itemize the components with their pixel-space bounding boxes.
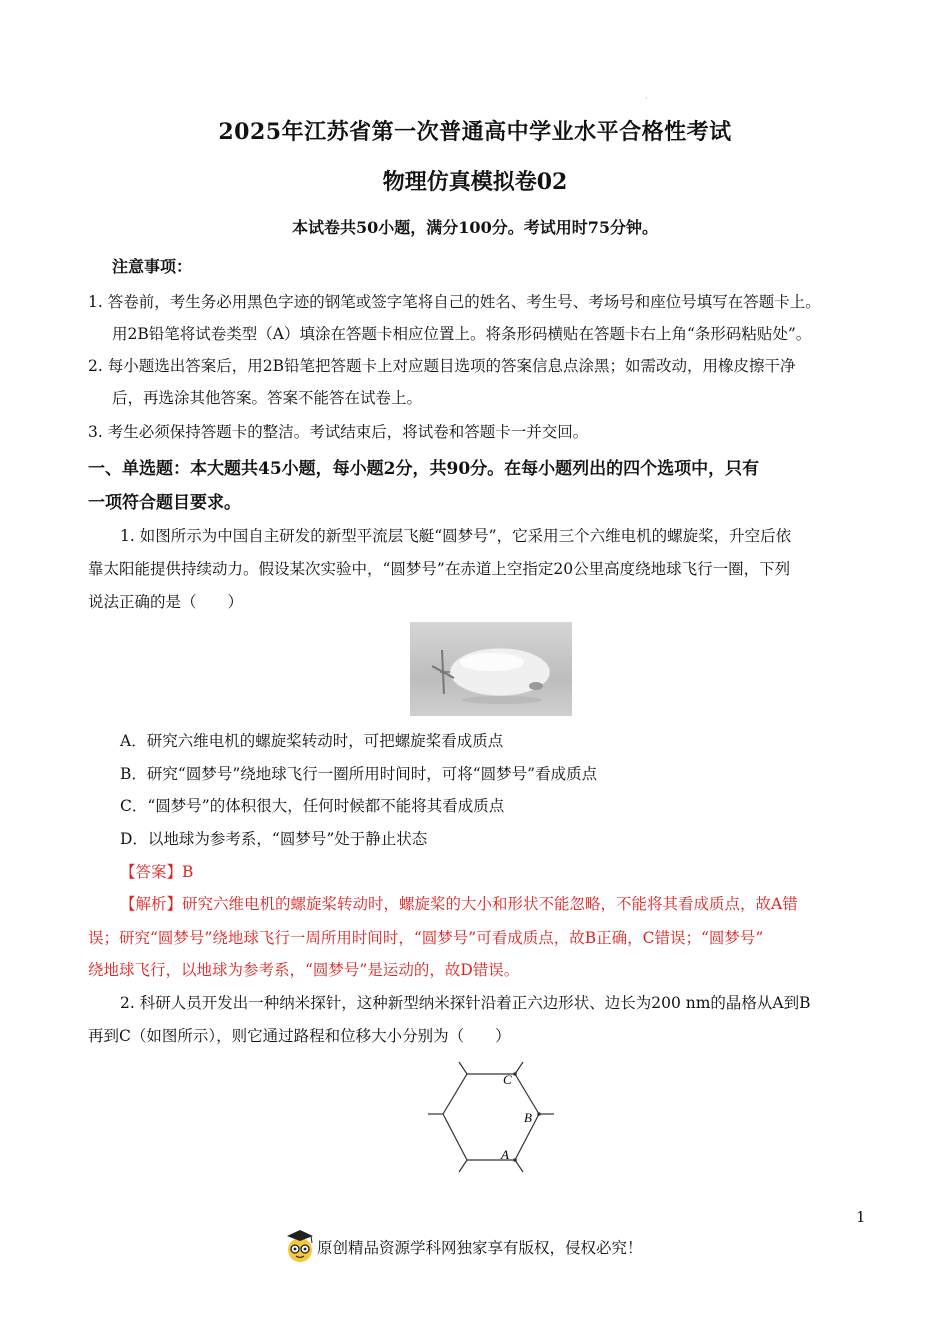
analysis-text-1: 研究六维电机的螺旋桨转动时，螺旋桨的大小和形状不能忽略，不能将其看成质点，故A错 [182, 895, 798, 913]
q1-option-a: A．研究六维电机的螺旋桨转动时，可把螺旋桨看成质点 [120, 732, 504, 750]
q1-option-b: B．研究“圆梦号”绕地球飞行一圈所用时间时，可将“圆梦号”看成质点 [120, 765, 598, 783]
answer-label: 【答案】 [120, 863, 183, 881]
label-b: B [524, 1110, 532, 1125]
copyright-text: 原创精品资源学科网独家享有版权，侵权必究！ [317, 1239, 643, 1257]
notes-heading: 注意事项： [112, 257, 193, 276]
note-2-line-2: 后，再选涂其他答案。答案不能答在试卷上。 [112, 389, 423, 407]
exam-info: 本试卷共50小题，满分100分。考试用时75分钟。 [292, 218, 658, 237]
q1-answer [120, 860, 193, 882]
q1-stem-line-2: 靠太阳能提供持续动力。假设某次实验中，“圆梦号”在赤道上空指定20公里高度绕地球飞行一圈，下列 [88, 560, 791, 578]
note-1-line-1: 1. 答卷前，考生务必用黑色字迹的钢笔或签字笔将自己的姓名、考生号、考场号和座位号填写在答题卡上。 [88, 293, 821, 311]
q1-stem-line-3: 说法正确的是（ ） [88, 593, 244, 611]
q1-stem-line-1: 1. 如图所示为中国自主研发的新型平流层飞艇“圆梦号”，它采用三个六维电机的螺旋桨，升空后依 [120, 527, 792, 545]
page-number: 1 [856, 1208, 866, 1226]
page-subtitle: 物理仿真模拟卷02 [382, 169, 568, 195]
q2-stem-line-1: 2. 科研人员开发出一种纳米探针，这种新型纳米探针沿着正六边形状、边长为200 nm的晶格从A到B [120, 994, 811, 1012]
label-c: C [503, 1072, 512, 1087]
mascot-icon [285, 1228, 317, 1264]
analysis-label: 【解析】 [120, 895, 183, 913]
note-1-line-2: 用2B铅笔将试卷类型（A）填涂在答题卡相应位置上。将条形码横贴在答题卡右上角“条形码粘贴处”。 [112, 325, 812, 343]
q1-analysis-line-2: 误；研究“圆梦号”绕地球飞行一周所用时间时，“圆梦号”可看成质点，故B正确，C错误；“圆梦号” [88, 929, 764, 947]
stray-dot: · [645, 94, 648, 103]
page-title: 2025年江苏省第一次普通高中学业水平合格性考试 [218, 119, 732, 145]
q1-option-d: D．以地球为参考系，“圆梦号”处于静止状态 [120, 830, 428, 848]
hexagon-figure [425, 1060, 555, 1175]
note-2-line-1: 2. 每小题选出答案后，用2B铅笔把答题卡上对应题目选项的答案信息点涂黑；如需改动，用橡皮擦干净 [88, 357, 796, 375]
label-a: A [501, 1147, 509, 1162]
section-heading-line-2: 一项符合题目要求。 [88, 493, 241, 513]
section-heading-line-1: 一、单选题：本大题共45小题，每小题2分，共90分。在每小题列出的四个选项中，只有 [88, 459, 760, 479]
note-3-line-1: 3. 考生必须保持答题卡的整洁。考试结束后，将试卷和答题卡一并交回。 [88, 423, 589, 441]
answer-value: B [182, 863, 194, 881]
q2-stem-line-2: 再到C（如图所示），则它通过路程和位移大小分别为（ ） [88, 1027, 511, 1045]
airship-icon [410, 622, 572, 716]
hexagon-icon [425, 1060, 555, 1175]
q1-option-c: C．“圆梦号”的体积很大，任何时候都不能将其看成质点 [120, 797, 505, 815]
q1-analysis-line-3: 绕地球飞行，以地球为参考系，“圆梦号”是运动的，故D错误。 [88, 961, 520, 979]
footer [285, 1228, 685, 1264]
airship-photo [410, 622, 572, 716]
q1-analysis-line-1 [120, 892, 798, 914]
